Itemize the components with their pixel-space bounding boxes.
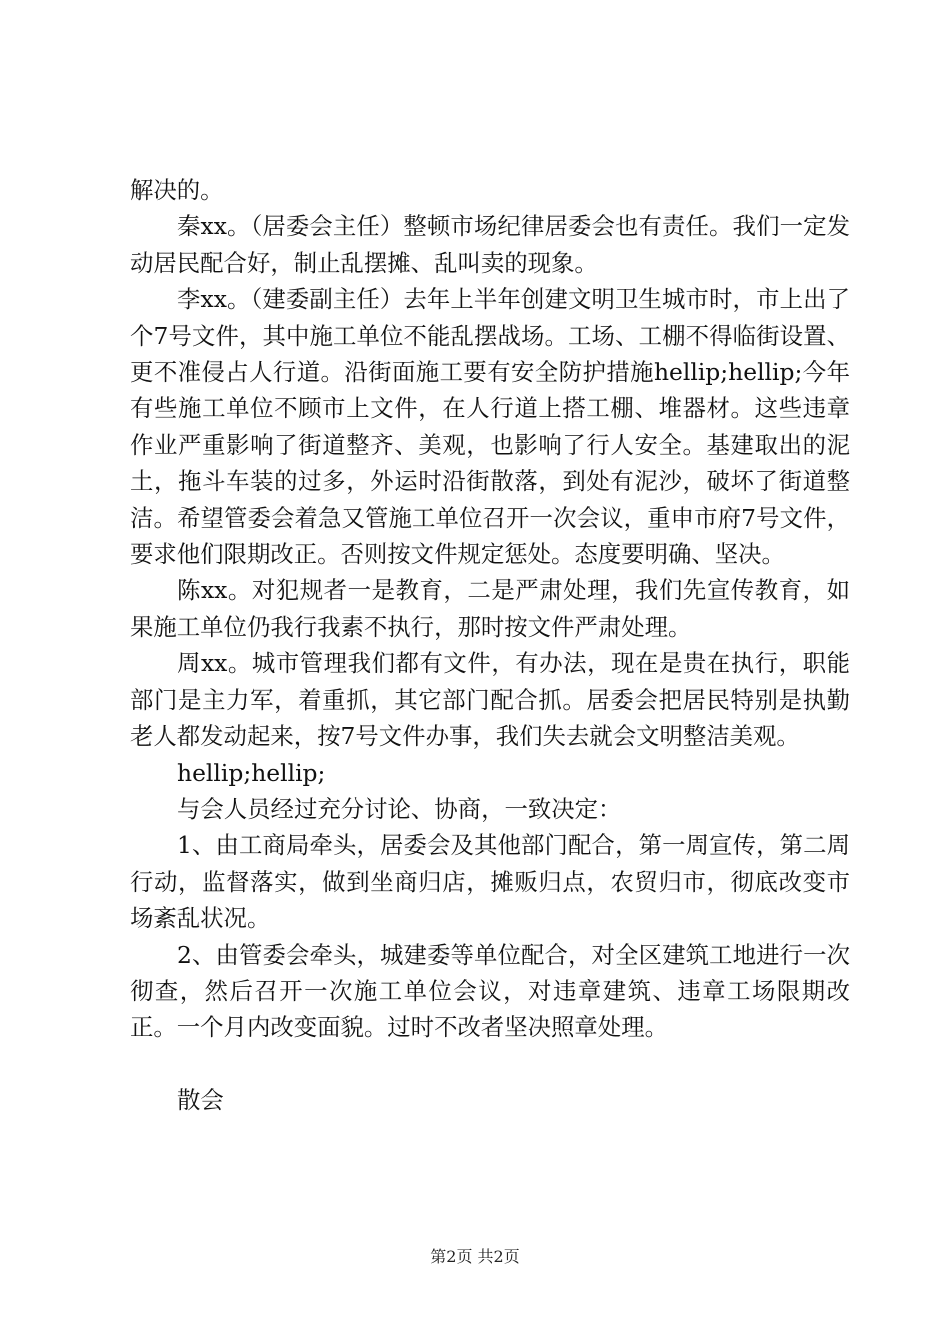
paragraph: 周xx。城市管理我们都有文件，有办法，现在是贵在执行，职能部门是主力军，着重抓，其它部门配合抓。居委会把居民特别是执勤老人都发动起来，按7号文件办事，我们失去就会文明整洁美观。 <box>130 649 850 751</box>
paragraph: 陈xx。对犯规者一是教育，二是严肃处理，我们先宣传教育，如果施工单位仍我行我素不执行，那时按文件严肃处理。 <box>130 576 850 641</box>
paragraph: 与会人员经过充分讨论、协商，一致决定： <box>177 794 622 823</box>
paragraph: 解决的。 <box>130 176 224 204</box>
paragraph: 李xx。（建委副主任）去年上半年创建文明卫生城市时，市上出了个7号文件，其中施工单位不能乱摆战场。工场、工棚不得临街设置、更不准侵占人行道。沿街面施工要有安全防护措施hellip;hellip;今年有些施工单位不顾市上文件，在人行道上搭工棚、堆器材。这些违章作业严重影响了街道整齐、美观，也影响了行人安全。基建取出的泥土，拖斗车装的过多，外运时沿街散落，到处有泥沙，破坏了街道整洁。希望管委会着急又管施工单位召开一次会议，重申市府7号文件，要求他们限期改正。否则按文件规定惩处。态度要明确、坚决。 <box>130 285 850 569</box>
paragraph: 2、由管委会牵头，城建委等单位配合，对全区建筑工地进行一次彻查，然后召开一次施工单位会议，对违章建筑、违章工场限期改正。一个月内改变面貌。过时不改者坚决照章处理。 <box>130 940 850 1042</box>
paragraph: 1、由工商局牵头，居委会及其他部门配合，第一周宣传，第二周行动，监督落实，做到坐商归店，摊贩归点，农贸归市，彻底改变市场紊乱状况。 <box>130 831 850 933</box>
paragraph: 秦xx。（居委会主任）整顿市场纪律居委会也有责任。我们一定发动居民配合好，制止乱摆摊、乱叫卖的现象。 <box>130 212 850 277</box>
document-body <box>130 172 850 1118</box>
blank-line <box>130 1046 850 1082</box>
paragraph: hellip;hellip; <box>177 758 326 787</box>
page-number-footer: 第2页 共2页 <box>430 1247 520 1266</box>
closing-text: 散会 <box>177 1085 224 1114</box>
